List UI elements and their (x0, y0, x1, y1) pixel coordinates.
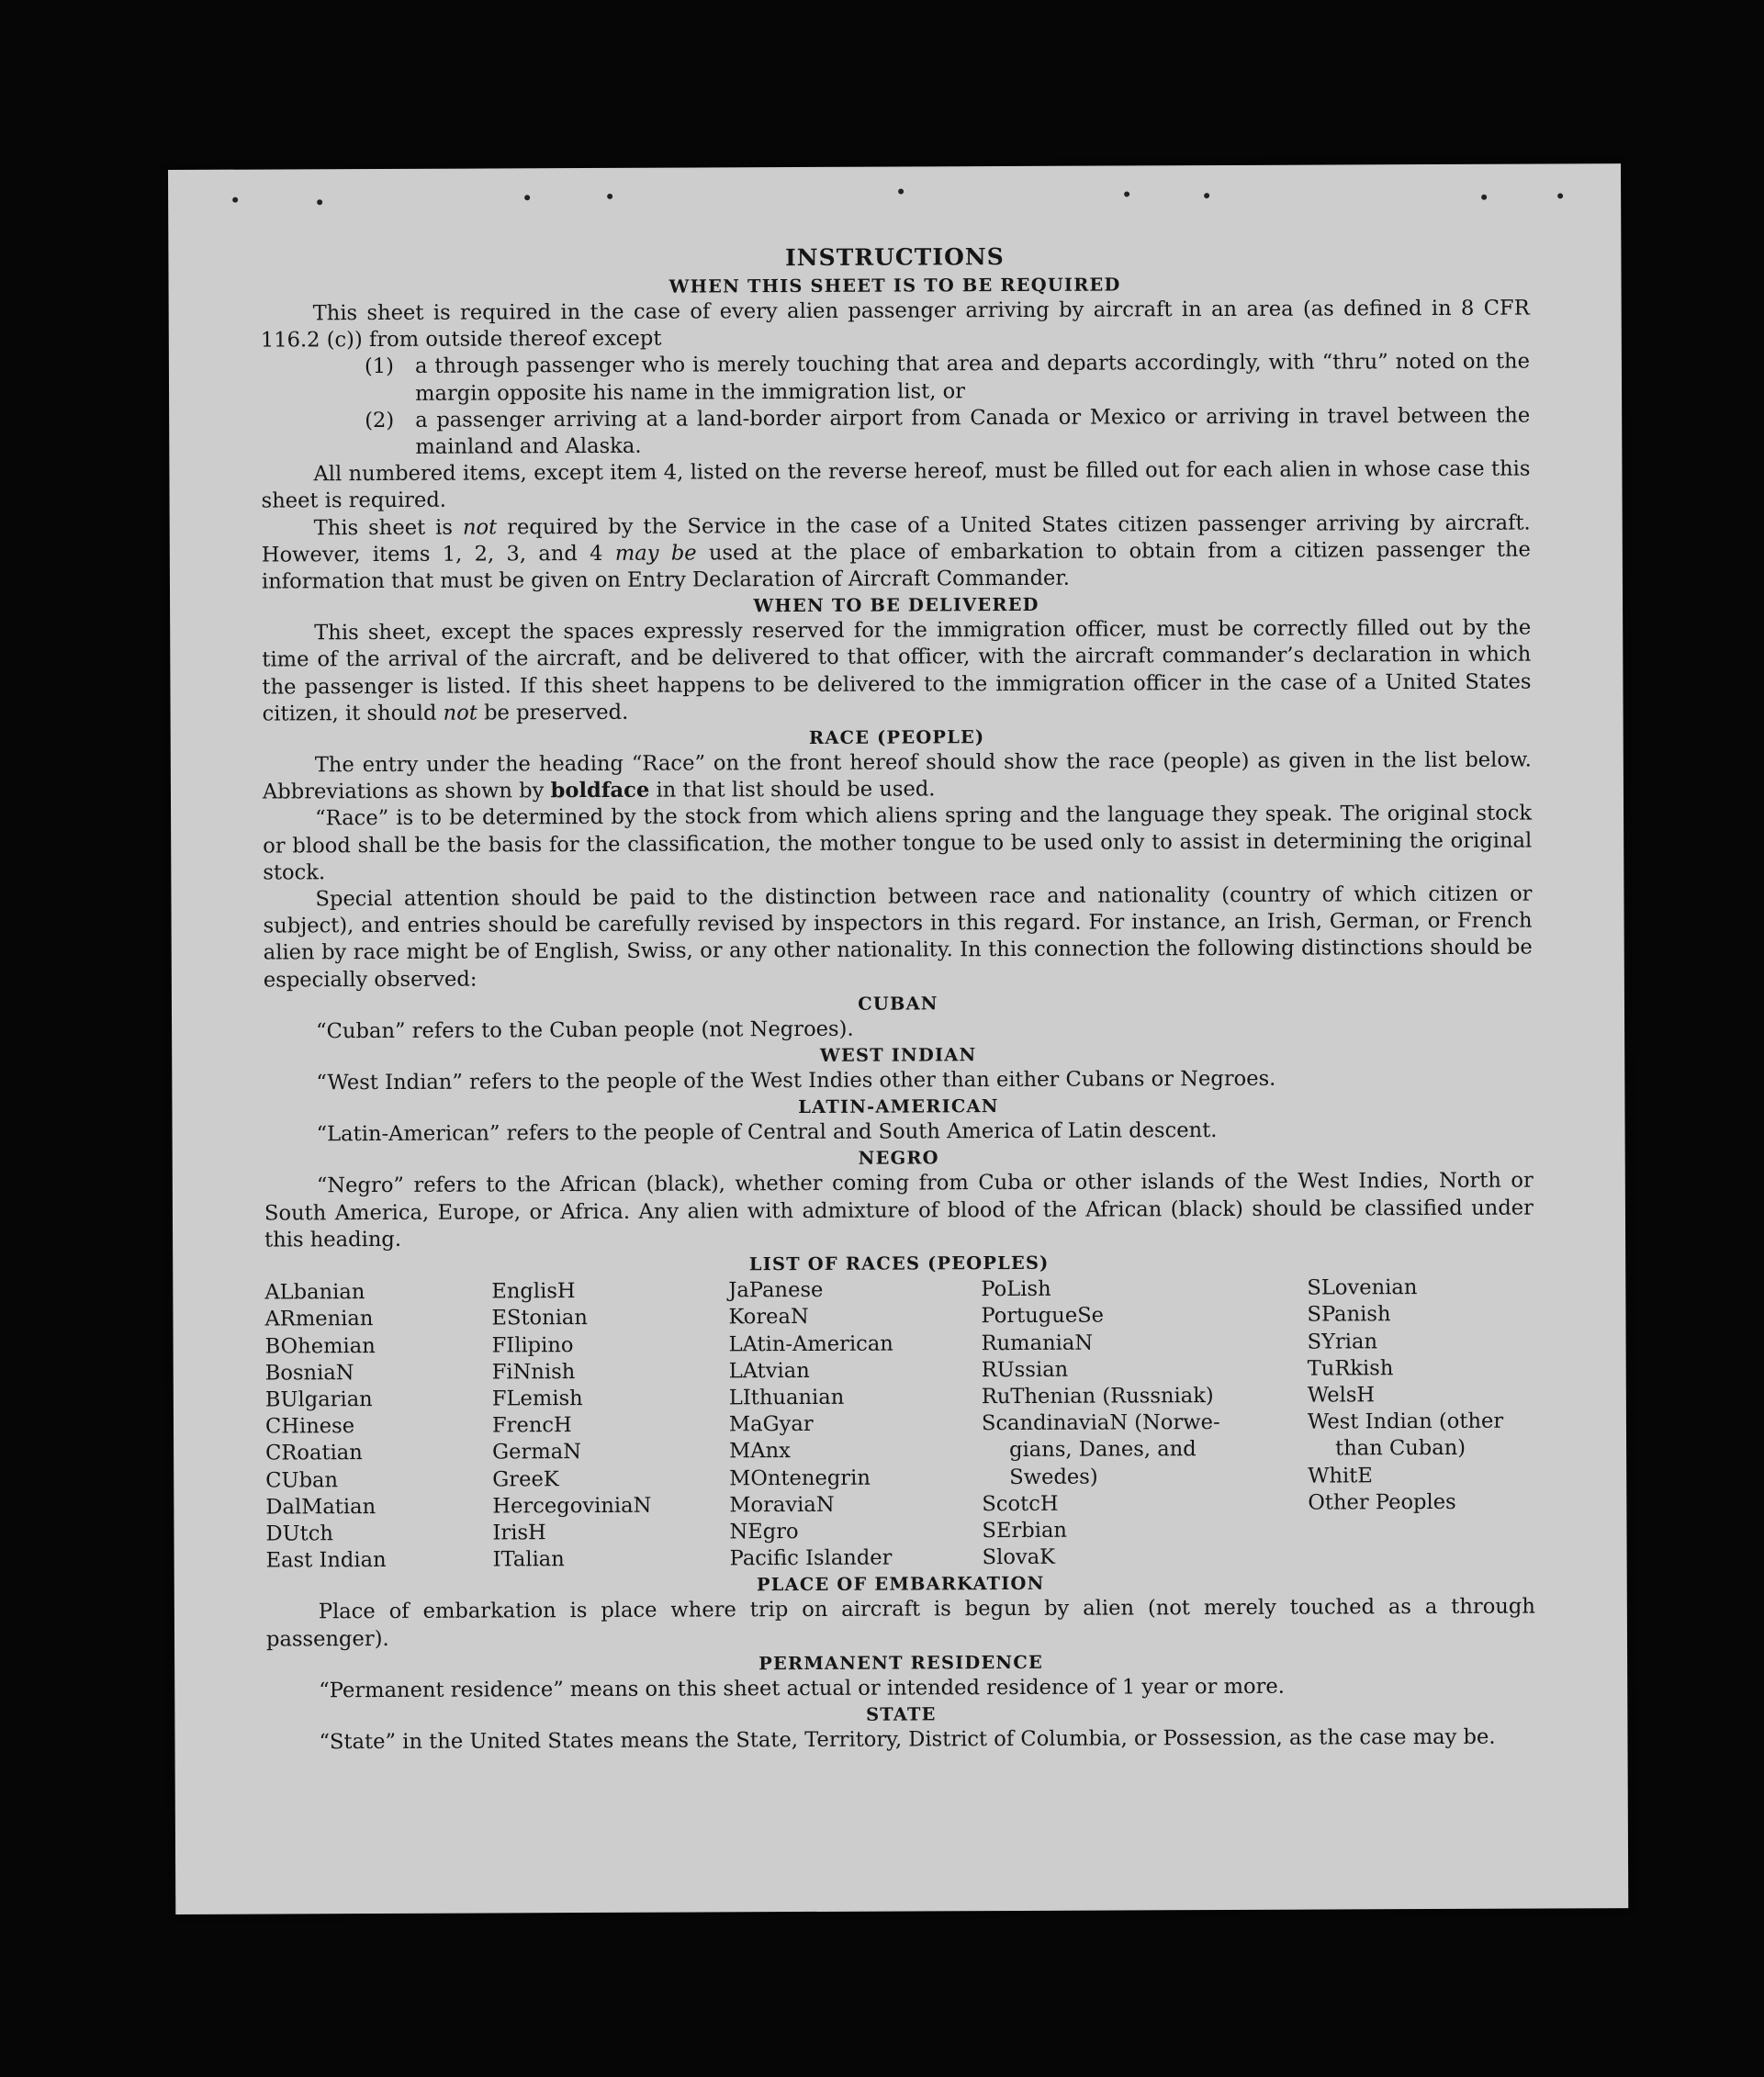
race-entry: ScotcH (982, 1491, 1059, 1516)
race-entry: FLemish (491, 1386, 583, 1411)
race-entry: LAtin-American (728, 1331, 893, 1356)
race-entry: KoreaN (728, 1305, 809, 1330)
exception-number: (2) (365, 408, 395, 432)
race-entry: TuRkish (1307, 1355, 1394, 1381)
race-entry: SlovaK (982, 1544, 1056, 1570)
heading-negro: NEGRO (858, 1147, 939, 1170)
race-entry: ScandinaviaN (Norwe- (981, 1410, 1220, 1436)
heading-latin-american: LATIN-AMERICAN (798, 1095, 999, 1118)
race-entry: MaGyar (728, 1412, 814, 1437)
heading-when-delivered: WHEN TO BE DELIVERED (753, 594, 1039, 617)
punch-mark (1204, 193, 1209, 198)
race-entry: BOhemian (264, 1333, 376, 1359)
paragraph-required-intro: This sheet is required in the case of every alien passenger arriving by aircraft in an area (as defined in 8 CFR 116.2 (c)) from outside thereof except (260, 296, 1530, 353)
race-entry: EStonian (491, 1306, 588, 1330)
race-entry: FiNnish (491, 1359, 576, 1385)
race-entry: EnglisH (491, 1279, 576, 1304)
heading-permanent-residence: PERMANENT RESIDENCE (758, 1651, 1043, 1674)
race-entry: Swedes) (1009, 1465, 1098, 1489)
race-entry: PortugueSe (981, 1303, 1105, 1329)
exception-item-1 (261, 349, 1530, 408)
race-entry: MOntenegrin (729, 1465, 871, 1490)
race-entry: RuThenian (Russniak) (981, 1383, 1214, 1409)
race-list (264, 1274, 1534, 1575)
paragraph-delivery: This sheet, except the spaces expressly reserved for the immigration officer, must be correctly filled out by the time of the arrival of the aircraft, and be delivered to that officer, with the aircraft commander’s declaration in which the passenger is listed. If this sheet happens to be delivered to the immigration officer in the case of a United States citizen, it should not be preserved. (262, 615, 1532, 726)
race-entry: than Cuban) (1335, 1436, 1466, 1461)
race-entry: WelsH (1307, 1383, 1376, 1408)
race-entry: East Indian (265, 1548, 387, 1573)
race-entry: FrencH (491, 1413, 572, 1438)
emphasis-not: not (462, 515, 498, 540)
punch-mark (1124, 191, 1129, 196)
race-entry: Other Peoples (1308, 1489, 1456, 1515)
punch-mark (317, 199, 322, 205)
paragraph-cuban: “Cuban” refers to the Cuban people (not Negroes). (316, 1016, 854, 1044)
race-entry: SLovenian (1307, 1275, 1418, 1300)
emphasis-may-be: may be (614, 541, 697, 566)
race-entry: ITalian (492, 1547, 565, 1572)
heading-race: RACE (PEOPLE) (808, 726, 985, 749)
race-entry: SPanish (1307, 1302, 1391, 1327)
race-entry: JaPanese (728, 1277, 824, 1303)
paragraph-race-nationality: Special attention should be paid to the distinction between race and nationality (country of which citizen or subject), and entries should be carefully revised by inspectors in this regard. For instance, an Irish, German, or French alien by race might be of English, Swiss, or any other nationality. In this connection the following distinctions should be especially observed: (263, 881, 1533, 993)
race-entry: Pacific Islander (729, 1545, 893, 1571)
race-entry: DUtch (265, 1521, 333, 1546)
race-column (981, 1275, 1308, 1572)
paragraph-embarkation: Place of embarkation is place where trip on aircraft is begun by alien (not merely touched as a through passenger). (265, 1594, 1535, 1652)
race-column (491, 1277, 729, 1573)
race-entry: West Indian (other (1307, 1409, 1504, 1434)
paragraph-race-entry: The entry under the heading “Race” on the front hereof should show the race (people) as given in the list below. Abbreviations as shown by boldface in that list should be used. (262, 747, 1532, 804)
heading-state: STATE (865, 1703, 937, 1725)
race-entry: gians, Danes, and (1009, 1437, 1197, 1463)
heading-cuban: CUBAN (858, 993, 938, 1015)
instructions-content (260, 240, 1535, 1757)
race-entry: CRoatian (265, 1441, 363, 1465)
exception-item-2 (261, 402, 1530, 461)
exception-number: (1) (364, 354, 395, 379)
paragraph-latin-american: “Latin-American” refers to the people of Central and South America of Latin descent. (316, 1118, 1218, 1147)
race-column (1307, 1274, 1534, 1570)
exception-text: a through passenger who is merely touching that area and departs accordingly, with “thru” noted on the margin opposite his name in the immigration list, or (414, 349, 1530, 406)
paragraph-numbered-items: All numbered items, except item 4, listed on the reverse hereof, must be filled out for each alien in whose case this sheet is required. (261, 456, 1531, 513)
race-column (264, 1279, 492, 1575)
exception-text: a passenger arriving at a land-border airport from Canada or Mexico or arriving in travel between the mainland and Alaska. (415, 403, 1531, 459)
paragraph-west-indian: “West Indian” refers to the people of the West Indies other than either Cubans or Negroes. (316, 1066, 1276, 1095)
race-entry: DalMatian (265, 1494, 376, 1520)
page-title: INSTRUCTIONS (785, 243, 1005, 272)
race-entry: LAtvian (728, 1358, 810, 1384)
race-entry: MoraviaN (729, 1492, 835, 1518)
punch-mark (524, 195, 530, 200)
race-entry: FIlipino (491, 1332, 574, 1357)
paragraph-permanent-residence: “Permanent residence” means on this sheet actual or intended residence of 1 year or more. (319, 1674, 1285, 1703)
race-entry: ALbanian (264, 1280, 365, 1305)
paragraph-negro: “Negro” refers to the African (black), whether coming from Cuba or other islands of the West Indies, North or South America, Europe, or Africa. Any alien with admixture of blood of the African (black) should be classified under this heading. (264, 1169, 1534, 1252)
heading-embarkation: PLACE OF EMBARKATION (756, 1573, 1045, 1596)
punch-mark (1557, 193, 1563, 198)
punch-mark (1481, 195, 1487, 200)
heading-west-indian: WEST INDIAN (819, 1044, 977, 1066)
race-entry: SErbian (982, 1518, 1068, 1544)
race-entry: NEgro (729, 1519, 799, 1544)
emphasis-not: not (443, 701, 478, 725)
race-entry: BUlgarian (264, 1387, 373, 1412)
race-entry: IrisH (492, 1521, 546, 1545)
race-entry: RumaniaN (981, 1330, 1094, 1355)
paragraph-state: “State” in the United States means the State, Territory, District of Columbia, or Possession, as the case may be. (319, 1724, 1496, 1755)
race-entry: MAnx (729, 1439, 791, 1464)
document-sheet (168, 163, 1628, 1914)
race-entry: CUban (265, 1467, 339, 1493)
emphasis-boldface: boldface (550, 778, 650, 803)
punch-mark (607, 194, 612, 199)
heading-list-of-races: LIST OF RACES (PEOPLES) (748, 1252, 1050, 1275)
punch-mark (232, 197, 238, 203)
race-entry: CHinese (264, 1414, 355, 1439)
paragraph-citizen-not-required: This sheet is not required by the Service in the case of a United States citizen passenger arriving by aircraft. However, items 1, 2, 3, and 4 may be used at the place of embarkation to obtain from a citizen passenger the information that must be given on Entry Declaration of Aircraft Commander. (261, 511, 1531, 594)
race-entry: RUssian (981, 1357, 1069, 1382)
race-entry: GreeK (492, 1466, 559, 1491)
race-entry: PoLish (981, 1276, 1051, 1302)
race-entry: WhitE (1308, 1463, 1373, 1488)
paragraph-race-definition: “Race” is to be determined by the stock from which aliens spring and the language they speak. The original stock or blood shall be the basis for the classification, the mother tongue to be used only to assist in determining the original stock. (263, 801, 1533, 885)
race-entry: SYrian (1307, 1329, 1378, 1354)
heading-when-required: WHEN THIS SHEET IS TO BE REQUIRED (669, 274, 1121, 298)
race-column (728, 1276, 982, 1572)
race-entry: GermaN (492, 1440, 582, 1465)
race-entry: LIthuanian (728, 1385, 845, 1410)
race-entry: BosniaN (264, 1360, 354, 1386)
punch-mark (898, 189, 904, 195)
race-entry: ARmenian (264, 1307, 374, 1331)
race-entry: HercegoviniaN (492, 1493, 652, 1519)
